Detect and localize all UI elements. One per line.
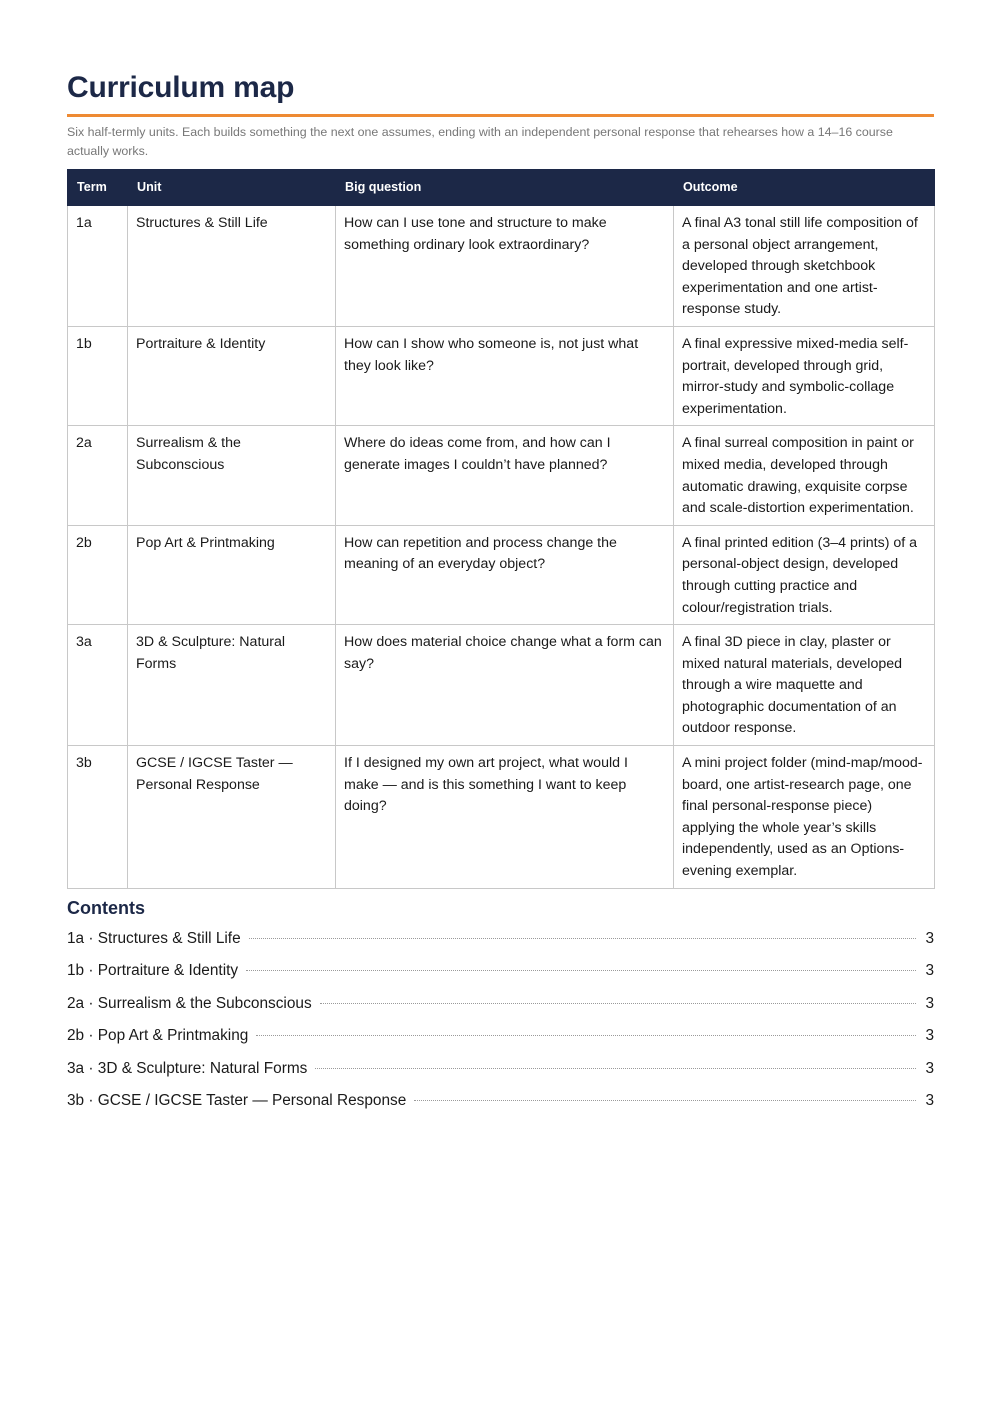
toc-entry-label[interactable]: 2a · Surrealism & the Subconscious xyxy=(67,994,312,1012)
cell-big-question: Where do ideas come from, and how can I generate images I couldn’t have planned? xyxy=(336,426,674,525)
header-big-question: Big question xyxy=(336,170,674,206)
cell-big-question: How can repetition and process change the meaning of an everyday object? xyxy=(336,525,674,624)
toc-entry-label[interactable]: 1b · Portraiture & Identity xyxy=(67,962,239,980)
cell-outcome: A final printed edition (3–4 prints) of a personal-object design, developed through cutting practice and colour/registration trials. xyxy=(674,525,935,624)
cell-outcome: A final surreal composition in paint or mixed media, developed through automatic drawing, exquisite corpse and scale-distortion experimentation. xyxy=(674,426,935,525)
toc-entry-label[interactable]: 3a · 3D & Sculpture: Natural Forms xyxy=(67,1059,308,1077)
cell-term: 2b xyxy=(68,525,128,624)
toc-page-number[interactable]: 3 xyxy=(925,930,934,947)
toc-entry-label[interactable]: 2b · Pop Art & Printmaking xyxy=(67,1027,249,1045)
toc-entry-label[interactable]: 1a · Structures & Still Life xyxy=(67,930,241,947)
table-header-row xyxy=(68,170,935,206)
cell-unit: Structures & Still Life xyxy=(128,206,336,327)
cell-unit: Pop Art & Printmaking xyxy=(128,525,336,624)
toc-page-number[interactable]: 3 xyxy=(925,1091,934,1109)
cell-unit: Portraiture & Identity xyxy=(128,326,336,425)
cell-term: 1a xyxy=(68,206,128,327)
cell-unit: GCSE / IGCSE Taster — Personal Response xyxy=(128,746,336,889)
table-row xyxy=(68,746,935,889)
toc-entry[interactable] xyxy=(67,1023,934,1055)
curriculum-table xyxy=(67,169,935,889)
cell-big-question: How does material choice change what a form can say? xyxy=(336,625,674,746)
intro-paragraph: Six half-termly units. Each builds something the next one assumes, ending with an independent personal response that rehearses how a 14–16 course actually works. xyxy=(67,125,893,158)
cell-outcome: A final A3 tonal still life composition of a personal object arrangement, developed through sketchbook experimentation and one artist-response study. xyxy=(674,206,935,327)
cell-big-question: How can I use tone and structure to make something ordinary look extraordinary? xyxy=(336,206,674,327)
cell-big-question: If I designed my own art project, what would I make — and is this something I want to keep doing? xyxy=(336,746,674,889)
toc-page-number[interactable]: 3 xyxy=(925,962,934,980)
page-title: Curriculum map xyxy=(67,71,295,104)
cell-term: 2a xyxy=(68,426,128,525)
cell-outcome: A mini project folder (mind-map/mood-board, one artist-research page, one final personal-response piece) applying the whole year’s skills independently, used as an Options-evening exemplar. xyxy=(674,746,935,889)
table-of-contents xyxy=(67,926,934,1120)
toc-dot-leader xyxy=(256,1035,916,1036)
cell-big-question: How can I show who someone is, not just what they look like? xyxy=(336,326,674,425)
toc-entry[interactable] xyxy=(67,958,934,990)
toc-page-number[interactable]: 3 xyxy=(925,994,934,1012)
toc-page-number[interactable]: 3 xyxy=(925,1059,934,1077)
cell-term: 1b xyxy=(68,326,128,425)
cell-term: 3b xyxy=(68,746,128,889)
cell-outcome: A final 3D piece in clay, plaster or mixed natural materials, developed through a wire maquette and photographic documentation of an outdoor response. xyxy=(674,625,935,746)
toc-dot-leader xyxy=(320,1003,916,1004)
cell-outcome: A final expressive mixed-media self-portrait, developed through grid, mirror-study and symbolic-collage experimentation. xyxy=(674,326,935,425)
title-underline-rule xyxy=(67,114,934,117)
toc-dot-leader xyxy=(414,1100,916,1101)
table-row xyxy=(68,326,935,425)
cell-unit: Surrealism & the Subconscious xyxy=(128,426,336,525)
header-outcome: Outcome xyxy=(674,170,935,206)
table-row xyxy=(68,426,935,525)
cell-unit: 3D & Sculpture: Natural Forms xyxy=(128,625,336,746)
contents-heading: Contents xyxy=(67,898,145,918)
toc-dot-leader xyxy=(249,938,916,939)
toc-entry[interactable] xyxy=(67,1088,934,1120)
table-row xyxy=(68,525,935,624)
toc-page-number[interactable]: 3 xyxy=(925,1027,934,1045)
header-term: Term xyxy=(68,170,128,206)
toc-entry[interactable] xyxy=(67,926,934,958)
toc-entry[interactable] xyxy=(67,1056,934,1088)
toc-dot-leader xyxy=(315,1068,916,1069)
table-row xyxy=(68,625,935,746)
toc-dot-leader xyxy=(246,970,916,971)
toc-entry-label[interactable]: 3b · GCSE / IGCSE Taster — Personal Response xyxy=(67,1091,407,1109)
cell-term: 3a xyxy=(68,625,128,746)
table-row xyxy=(68,206,935,327)
header-unit: Unit xyxy=(128,170,336,206)
toc-entry[interactable] xyxy=(67,991,934,1023)
